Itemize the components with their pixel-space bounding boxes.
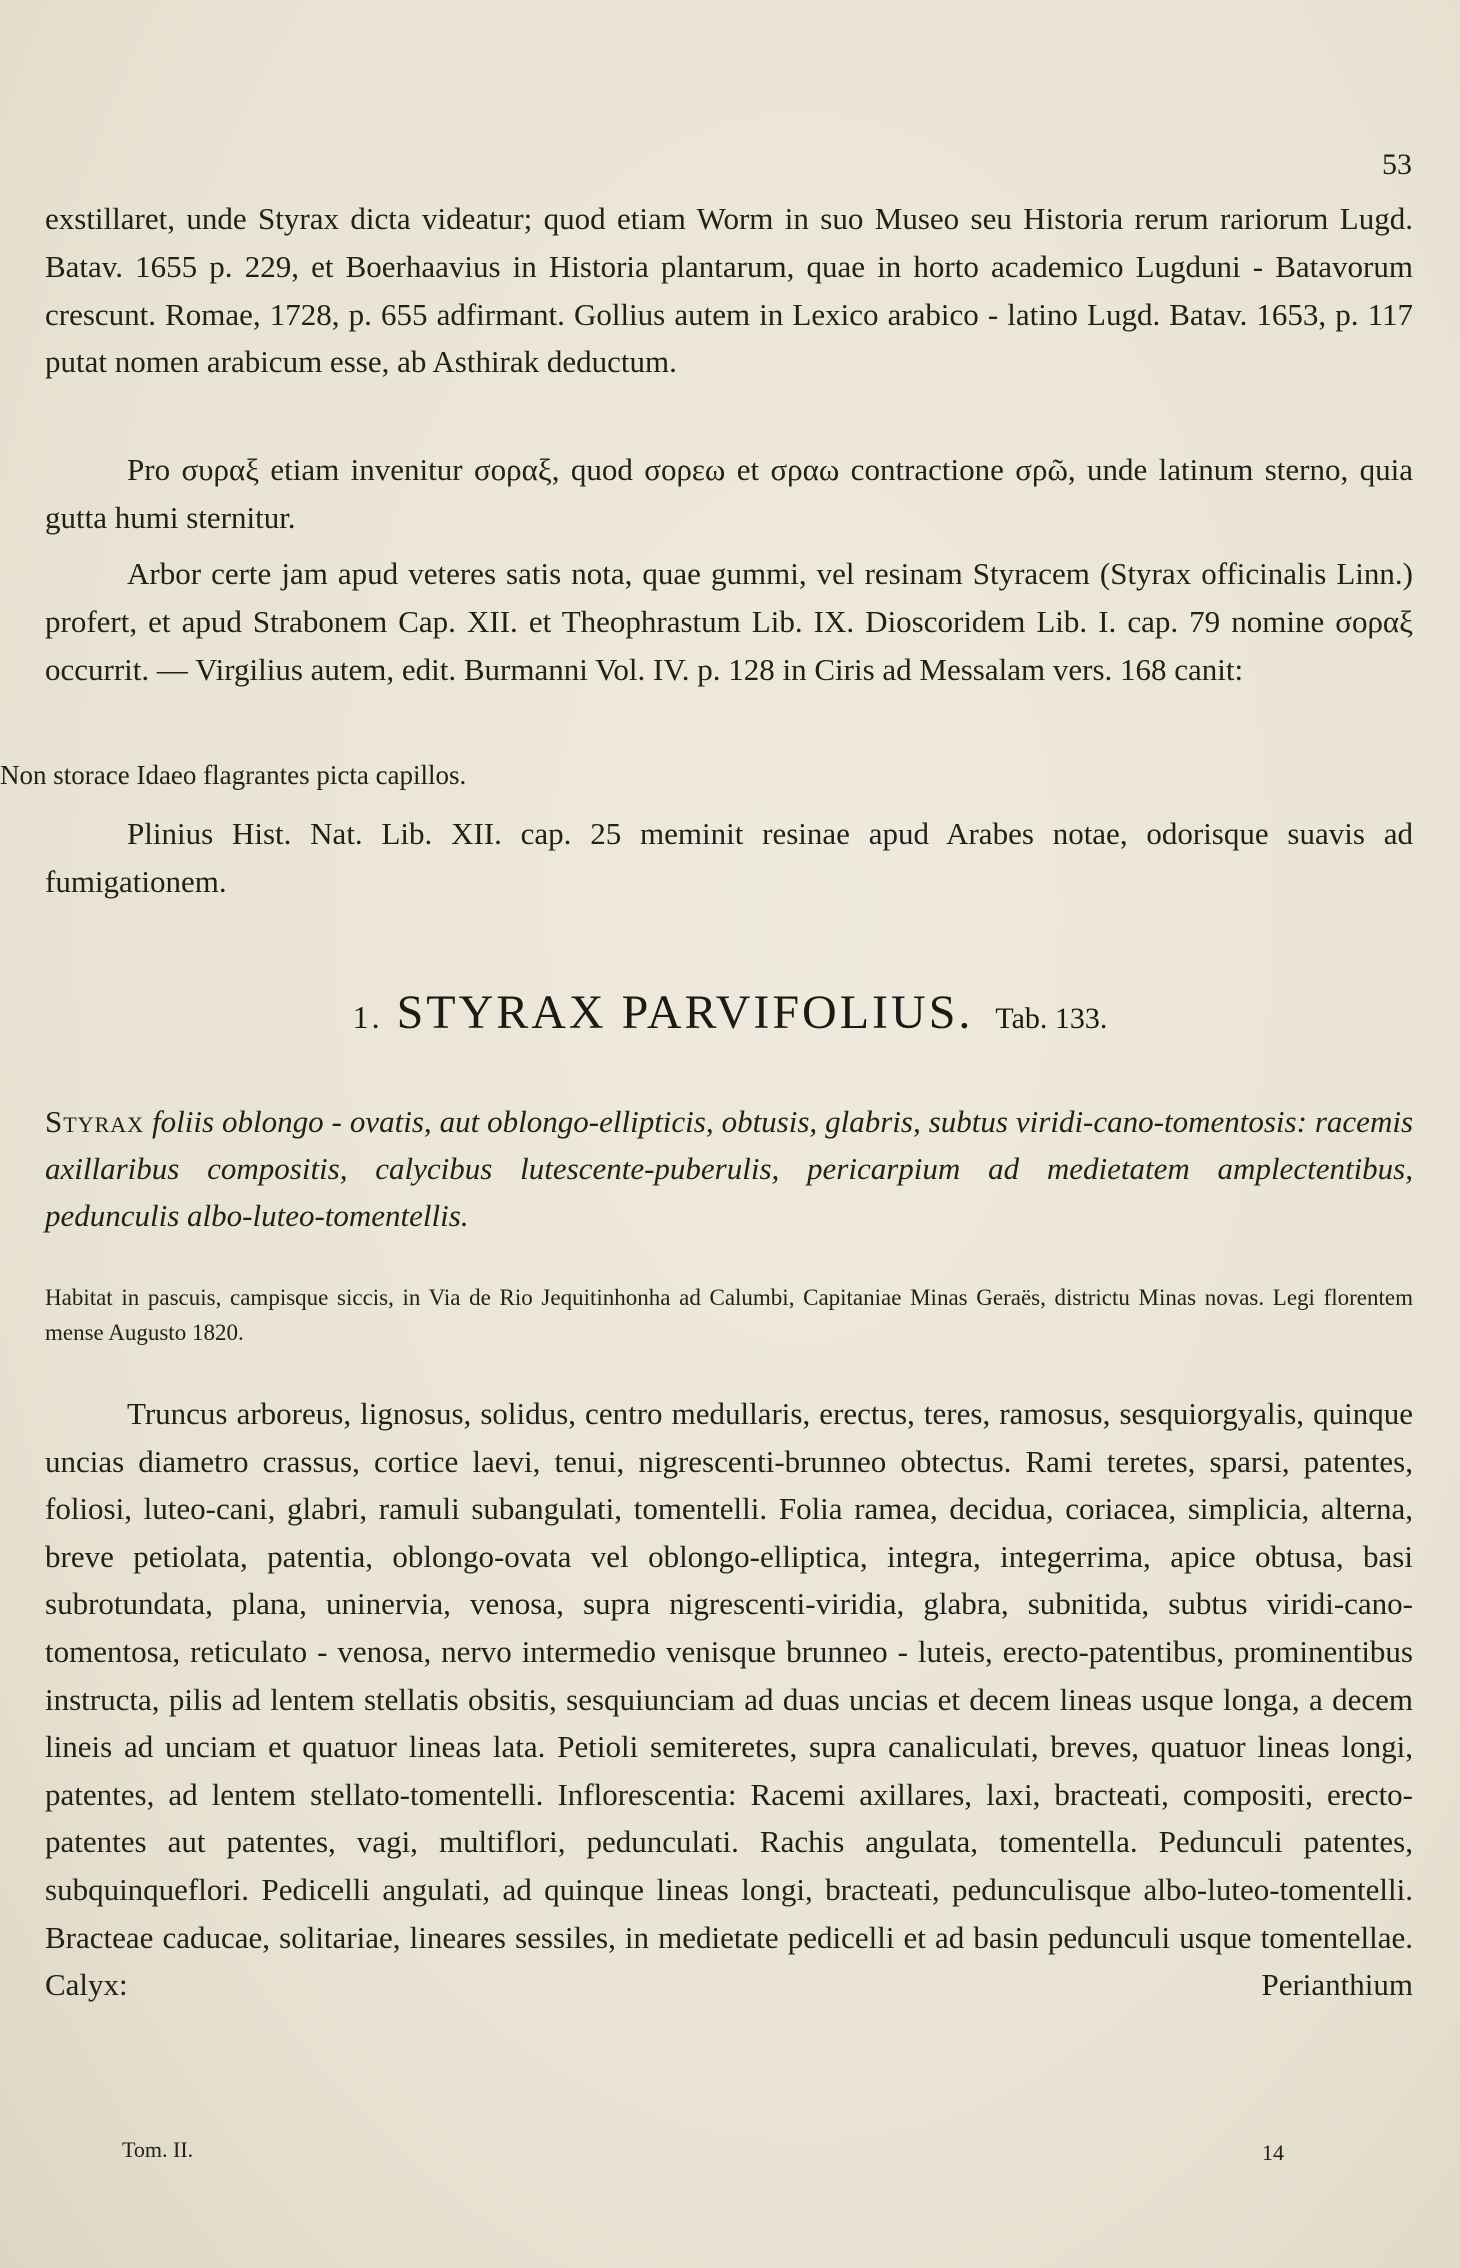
paragraph-history: Arbor certe jam apud veteres satis nota, quae gummi, vel resinam Styracem (Styrax officinalis Linn.) profert, et apud Strabonem Cap. XII. et Theophrastum Lib. IX. Dioscoridem Lib. I. cap. 79 nomine σοραξ occurrit. — Virgilius autem, edit. Burmanni Vol. IV. p. 128 in Ciris ad Messalam vers. 168 canit: — [45, 556, 1413, 687]
habitat-note: Habitat in pascuis, campisque siccis, in Via de Rio Jequitinhonha ad Calumbi, Capitaniae Minas Geraës, districtu Minas novas. Legi florentem mense Augusto 1820. — [45, 1285, 1413, 1345]
species-heading — [0, 985, 1460, 1040]
paragraph-greek-names: Pro συραξ etiam invenitur σοραξ, quod σορεω et σραω contractione σρῶ, unde latinum sterno, quia gutta humi sternitur. — [45, 452, 1413, 535]
paragraph-etymology: exstillaret, unde Styrax dicta videatur; quod etiam Worm in suo Museo seu Historia rerum rariorum Lugd. Batav. 1655 p. 229, et Boerhaavius in Historia plantarum, quae in horto academico Lugduni - Batavorum crescunt. Romae, 1728, p. 655 adfirmant. Gollius autem in Lexico arabico - latino Lugd. Batav. 1653, p. 117 putat nomen arabicum esse, ab Asthirak deductum. — [45, 201, 1413, 380]
species-diagnosis — [45, 1098, 1413, 1239]
volume-footer: Tom. II. — [122, 2137, 194, 2162]
species-number: 1. — [352, 999, 383, 1035]
plate-reference: Tab. 133. — [995, 1002, 1108, 1035]
diagnosis-text: foliis oblongo - ovatis, aut oblongo-ellipticis, obtusis, glabris, subtus viridi-cano-tomentosis: racemis axillaribus compositis, calycibus lutescente-puberulis, pericarpium ad medietatem amplectentibus, pedunculis albo-luteo-tomentellis. — [45, 1104, 1414, 1233]
species-name: STYRAX PARVIFOLIUS. — [396, 986, 974, 1039]
verse-quote: Non storace Idaeo flagrantes picta capillos. — [0, 760, 467, 790]
diagnosis-genus: Styrax — [45, 1104, 145, 1139]
page-number: 53 — [1382, 148, 1412, 181]
signature-mark: 14 — [1262, 2140, 1284, 2165]
morphological-description: Truncus arboreus, lignosus, solidus, centro medullaris, erectus, teres, ramosus, sesquiorgyalis, quinque uncias diametro crassus, cortice laevi, tenui, nigrescenti-brunneo obtectus. Rami teretes, sparsi, patentes, foliosi, luteo-cani, glabri, ramuli subangulati, tomentelli. Folia ramea, decidua, coriacea, simplicia, alterna, breve petiolata, patentia, oblongo-ovata vel oblongo-elliptica, integra, integerrima, apice obtusa, basi subrotundata, plana, uninervia, venosa, supra nigrescenti-viridia, glabra, subnitida, subtus viridi-cano-tomentosa, reticulato - venosa, nervo intermedio venisque brunneo - luteis, erecto-patentibus, prominentibus instructa, pilis ad lentem stellatis obsitis, sesquiunciam ad duas uncias et decem lineas usque longa, a decem lineis ad unciam et quatuor lineas lata. Petioli semiteretes, supra canaliculati, breves, quatuor lineas longi, patentes, ad lentem stellato-tomentelli. Inflorescentia: Racemi axillares, laxi, bracteati, compositi, erecto-patentes aut patentes, vagi, multiflori, pedunculati. Rachis angulata, tomentella. Pedunculi patentes, subquinqueflori. Pedicelli angulati, ad quinque lineas longi, bracteati, pedunculisque albo-luteo-tomentelli. Bracteae caducae, solitariae, lineares sessiles, in medietate pedicelli et ad basin pedunculi usque tomentellae. Calyx: Perianthium — [45, 1396, 1413, 2003]
paragraph-plinius: Plinius Hist. Nat. Lib. XII. cap. 25 meminit resinae apud Arabes notae, odorisque suavis ad fumigationem. — [45, 816, 1413, 899]
